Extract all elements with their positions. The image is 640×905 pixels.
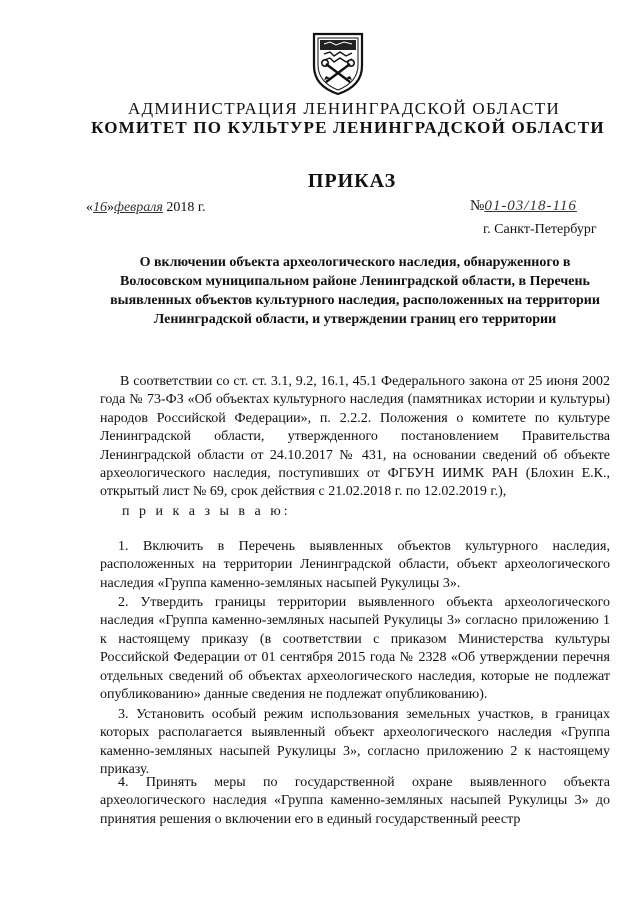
- city: г. Санкт-Петербург: [483, 222, 597, 237]
- organization-name: АДМИНИСТРАЦИЯ ЛЕНИНГРАДСКОЙ ОБЛАСТИ: [127, 99, 561, 118]
- order-word: п р и к а з ы в а ю:: [122, 504, 291, 519]
- number-value: 01-03/18-116: [484, 198, 577, 214]
- committee-name: КОМИТЕТ ПО КУЛЬТУРЕ ЛЕНИНГРАДСКОЙ ОБЛАСТИ: [91, 118, 605, 137]
- order-heading: О включении объекта археологического наследия, обнаруженного в Волосовском муниципальном районе Ленинградской области, в Перечень выявленных объектов культурного наследия, расположенных на территории Ленинградской области, и утверждении границ его территории: [110, 255, 600, 327]
- list-item: 3. Установить особый режим использования земельных участков, в границах которых располагается выявленный объект археологического наследия «Группа каменно-земляных насыпей Рукулицы 3», согласно приложению 2 к настоящему приказу.: [100, 707, 610, 778]
- order-number: [470, 198, 577, 215]
- number-prefix: №: [470, 198, 485, 214]
- date-quote: «: [86, 200, 93, 215]
- preamble-paragraph: В соответствии со ст. ст. 3.1, 9.2, 16.1, 45.1 Федерального закона от 25 июня 2002 года № 73-ФЗ «Об объектах культурного наследия (памятниках истории и культуры) народов Российской Федерации», п. 2.2.2. Положения о комитете по культуре Ленинградской области, утвержденного постановлением Правительства Ленинградской области от 24.10.2017 № 431, на основании сведений об объекте археологического наследия, поступивших от ФГБУН ИИМК РАН (Блохин Е.К., открытый лист № 69, срок действия с 21.02.2018 г. по 12.02.2019 г.),: [100, 374, 610, 500]
- document-title: ПРИКАЗ: [307, 170, 397, 192]
- order-date: «16»февраля 2018 г.: [86, 200, 206, 215]
- date-year: 2018 г.: [166, 200, 206, 215]
- list-item: 4. Принять меры по государственной охране выявленного объекта археологического наследия «Группа каменно-земляных насыпей Рукулицы 3» до принятия решения о включении его в единый государственный реестр: [100, 775, 610, 827]
- coat-of-arms-icon: [306, 30, 370, 96]
- date-month: февраля: [114, 200, 163, 215]
- list-item: 1. Включить в Перечень выявленных объектов культурного наследия, расположенных на территории Ленинградской области, объект археологического наследия «Группа каменно-земляных насыпей Рукулицы 3».: [100, 539, 610, 591]
- date-day: 16: [93, 200, 107, 215]
- list-item: 2. Утвердить границы территории выявленного объекта археологического наследия «Группа каменно-земляных насыпей Рукулицы 3» согласно приложению 1 к настоящему приказу (в соответствии с приказом Министерства культуры Российской Федерации от 01 сентября 2015 года № 2328 «Об утверждении перечня отдельных сведений об объектах археологического наследия, которые не подлежат опубликованию» данные сведения не подлежат опубликованию).: [100, 595, 610, 703]
